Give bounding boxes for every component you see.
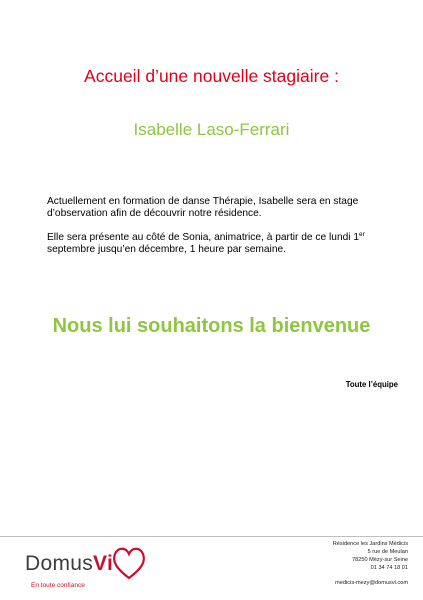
paragraph-training-text: Actuellement en formation de danse Thérapie, Isabelle sera en stage d’observation afin de découvrir notre résidence. — [47, 196, 359, 219]
intern-name: Isabelle Laso-Ferrari — [133, 120, 290, 139]
welcome-message: Nous lui souhaitons la bienvenue — [52, 315, 371, 337]
paragraph-schedule-end: septembre jusqu’en décembre, 1 heure par semaine. — [47, 244, 286, 255]
ordinal-superscript: er — [359, 231, 365, 238]
logo-wordmark-accent: Vi — [93, 552, 114, 575]
heart-icon — [111, 544, 147, 582]
paragraph-training — [47, 196, 407, 220]
paragraph-schedule-start: Elle sera présente au côté de Sonia, animatrice, à partir de ce lundi 1 — [47, 232, 360, 243]
page-title: Accueil d’une nouvelle stagiaire : — [84, 66, 339, 86]
logo-wordmark-main: Domus — [25, 552, 94, 575]
address-line-phone: 01 34 74 18 01 — [370, 565, 408, 571]
signature: Toute l’équipe — [345, 380, 398, 389]
paragraph-schedule-text — [47, 232, 407, 256]
email-address: medicis-mezy@domusvi.com — [335, 580, 408, 586]
address-line-city: 78250 Mézy-sur Seine — [352, 557, 408, 563]
domusvi-logo — [25, 540, 175, 598]
address-line-street: 5 rue de Meulan — [367, 549, 408, 555]
residence-address — [250, 540, 408, 587]
address-line-residence: Résidence les Jardins Médicis — [332, 541, 408, 547]
logo-wordmark — [25, 552, 113, 576]
paragraph-schedule — [47, 232, 407, 256]
logo-tagline: En toute confiance — [31, 582, 85, 589]
footer-divider — [0, 536, 423, 537]
